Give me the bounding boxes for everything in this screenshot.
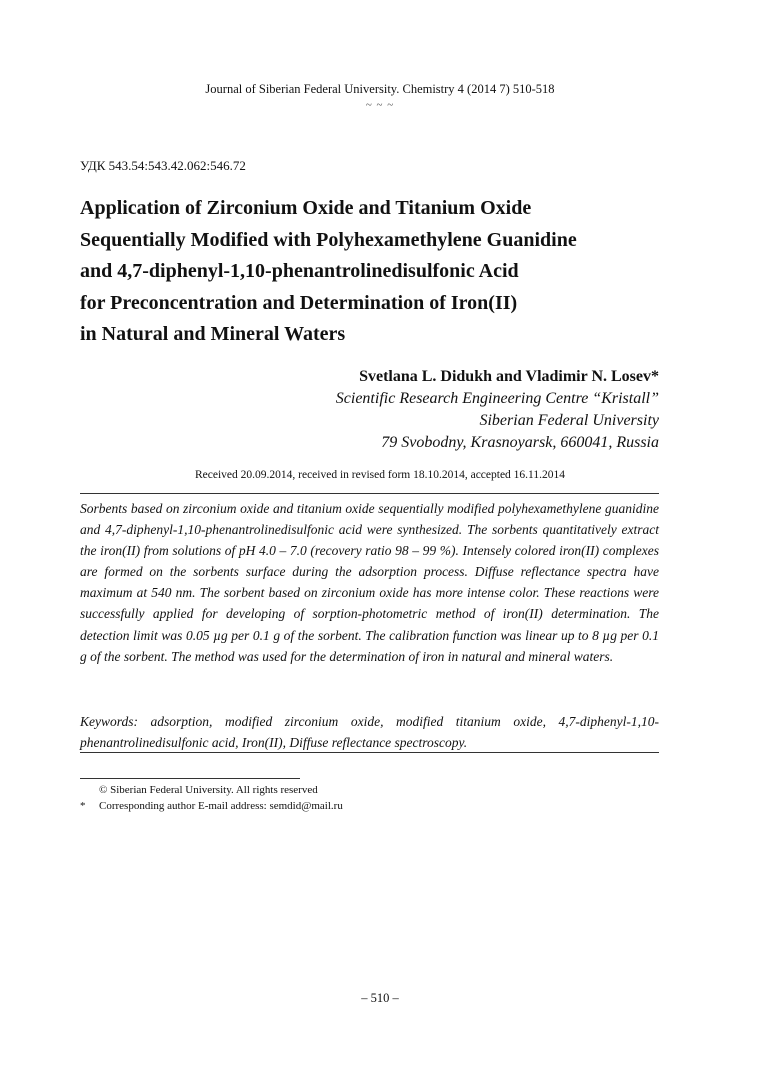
udk-code: УДК 543.54:543.42.062:546.72 <box>80 158 246 173</box>
footnote-corresponding-author <box>80 798 343 814</box>
footnote-rule <box>80 778 300 779</box>
journal-header: Journal of Siberian Federal University. Chemistry 4 (2014 7) 510-518 <box>205 82 555 96</box>
keywords: Keywords: adsorption, modified zirconium oxide, modified titanium oxide, 4,7-diphenyl-1,10-phenantrolinedisulfonic acid, Iron(II), Diffuse reflectance spectroscopy. <box>80 714 659 750</box>
paper-title <box>80 193 680 351</box>
received-dates: Received 20.09.2014, received in revised form 18.10.2014, accepted 16.11.2014 <box>194 469 566 481</box>
footnote-copyright <box>80 782 343 798</box>
header-ornament: ~ ~ ~ <box>365 99 395 111</box>
affiliation-line: Siberian Federal University <box>479 412 659 429</box>
footnote-text: Corresponding author E-mail address: semdid@mail.ru <box>99 800 343 812</box>
footnote-text: © Siberian Federal University. All rights reserved <box>99 784 318 796</box>
title-line: Sequentially Modified with Polyhexamethylene Guanidine <box>80 228 577 251</box>
abstract-top-rule <box>80 493 659 494</box>
title-line: in Natural and Mineral Waters <box>80 323 346 345</box>
abstract: Sorbents based on zirconium oxide and titanium oxide sequentially modified polyhexamethylene guanidine and 4,7-diphenyl-1,10-phenantrolinedisulfonic acid were synthesized. The sorbents quantitatively extract the iron(II) from solutions of pH 4.0 – 7.0 (recovery ratio 98 – 99 %). Intensely colored iron(II) complexes are formed on the sorbents surface during the adsorption process. Diffuse reflectance spectra have maximum at 540 nm. The sorbent based on zirconium oxide has more intense color. These reactions were successfully applied for developing of sorption-photometric method of iron(II) determination. The detection limit was 0.05 µg per 0.1 g of the sorbent. The calibration function was linear up to 8 µg per 0.1 g of the sorbent. The method was used for the determination of iron in natural and mineral waters. <box>80 501 659 664</box>
footnote-mark <box>80 782 99 798</box>
author-names: Svetlana L. Didukh and Vladimir N. Losev* <box>359 368 659 385</box>
affiliation-line: 79 Svobodny, Krasnoyarsk, 660041, Russia <box>381 434 659 451</box>
title-line: and 4,7-diphenyl-1,10-phenantrolinedisulfonic Acid <box>80 260 519 282</box>
author-block <box>336 366 659 454</box>
footnotes <box>80 782 343 814</box>
title-line: for Preconcentration and Determination of Iron(II) <box>80 291 518 314</box>
title-line: Application of Zirconium Oxide and Titanium Oxide <box>80 197 532 219</box>
footnote-mark: * <box>80 800 86 812</box>
affiliation-line: Scientific Research Engineering Centre “Kristall” <box>335 390 659 407</box>
page-number: – 510 – <box>361 991 399 1005</box>
abstract-bottom-rule <box>80 752 659 753</box>
